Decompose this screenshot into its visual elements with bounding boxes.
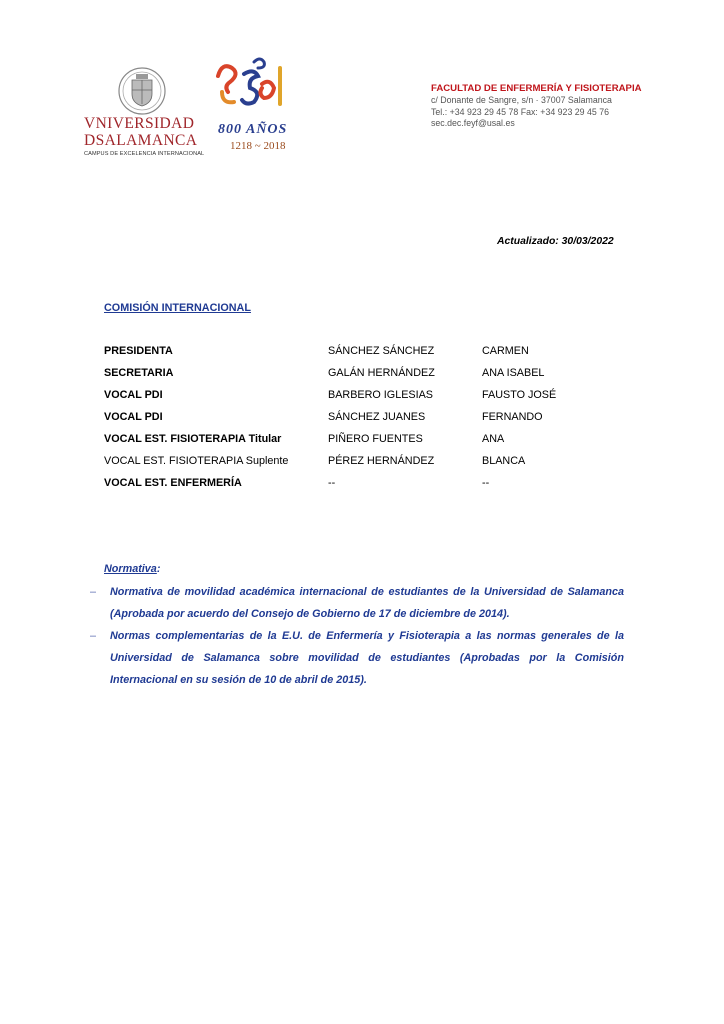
faculty-email[interactable]: sec.dec.feyf@usal.es [431,118,515,128]
member-surname: SÁNCHEZ JUANES [328,411,426,423]
regulation-item[interactable] [90,581,624,625]
dash-bullet-icon: – [90,586,97,598]
usal-800-mark-icon [210,54,294,124]
member-surname: GALÁN HERNÁNDEZ [328,367,435,379]
member-firstname: ANA ISABEL [482,367,545,379]
member-surname: PIÑERO FUENTES [328,433,423,445]
regulation-item[interactable] [90,625,624,691]
faculty-contact-block [431,83,642,130]
members-table [104,345,564,499]
member-role: VOCAL PDI [104,411,163,423]
member-role: PRESIDENTA [104,345,173,357]
member-row [104,411,564,433]
member-firstname: BLANCA [482,455,526,467]
university-name-line1: VNIVERSIDAD [84,115,195,132]
faculty-address: c/ Donante de Sangre, s/n · 37007 Salamanca [431,95,612,105]
member-firstname: FERNANDO [482,411,543,423]
member-row [104,389,564,411]
member-row [104,455,564,477]
regulations-title-colon: : [156,563,161,575]
svg-text:USal: USal [210,54,213,55]
faculty-phones: Tel.: +34 923 29 45 78 Fax: +34 923 29 45 76 [431,106,610,117]
member-firstname: ANA [482,433,505,445]
university-crest-icon [116,66,168,116]
member-firstname: FAUSTO JOSÉ [482,389,557,401]
member-row [104,367,564,389]
university-logo [84,66,205,158]
faculty-name: FACULTAD DE ENFERMERÍA Y FISIOTERAPIA [431,83,642,94]
member-role: VOCAL PDI [104,389,163,401]
university-tagline: CAMPUS DE EXCELENCIA INTERNACIONAL [84,151,205,157]
section-title: COMISIÓN INTERNACIONAL [104,302,251,314]
dash-bullet-icon: – [90,630,97,642]
regulations-section [90,563,624,691]
member-firstname: -- [482,477,490,489]
member-surname: -- [328,477,336,489]
regulation-text: Normativa de movilidad académica internacional de estudiantes de la Universidad de Salamanca (Aprobada por acuerdo del Consejo de Gobierno de 17 de diciembre de 2014). [110,586,624,620]
member-row [104,477,564,499]
member-surname: BARBERO IGLESIAS [328,389,434,401]
member-surname: SÁNCHEZ SÁNCHEZ [328,345,435,357]
updated-date: Actualizado: 30/03/2022 [497,236,614,247]
regulation-text: Normas complementarias de la E.U. de Enfermería y Fisioterapia a las normas generales de la Universidad de Salamanca sobre movilidad de estudiantes (Aprobadas por la Comisión Internacional en su sesión de 10 de abril de 2015). [110,630,624,686]
member-role: VOCAL EST. FISIOTERAPIA Titular [104,433,282,445]
regulations-title: Normativa [104,563,157,575]
anniversary-logo [210,54,294,158]
anniversary-years: 800 AÑOS [218,122,288,137]
member-surname: PÉREZ HERNÁNDEZ [328,455,435,467]
member-row [104,433,564,455]
member-role: VOCAL EST. FISIOTERAPIA Suplente [104,455,289,467]
member-role: VOCAL EST. ENFERMERÍA [104,477,242,489]
university-name-line2: DSALAMANCA [84,132,198,149]
anniversary-dates: 1218 ~ 2018 [230,140,286,152]
regulations-list [90,581,624,691]
member-row [104,345,564,367]
university-name [84,115,202,149]
member-role: SECRETARIA [104,367,174,379]
member-firstname: CARMEN [482,345,529,357]
